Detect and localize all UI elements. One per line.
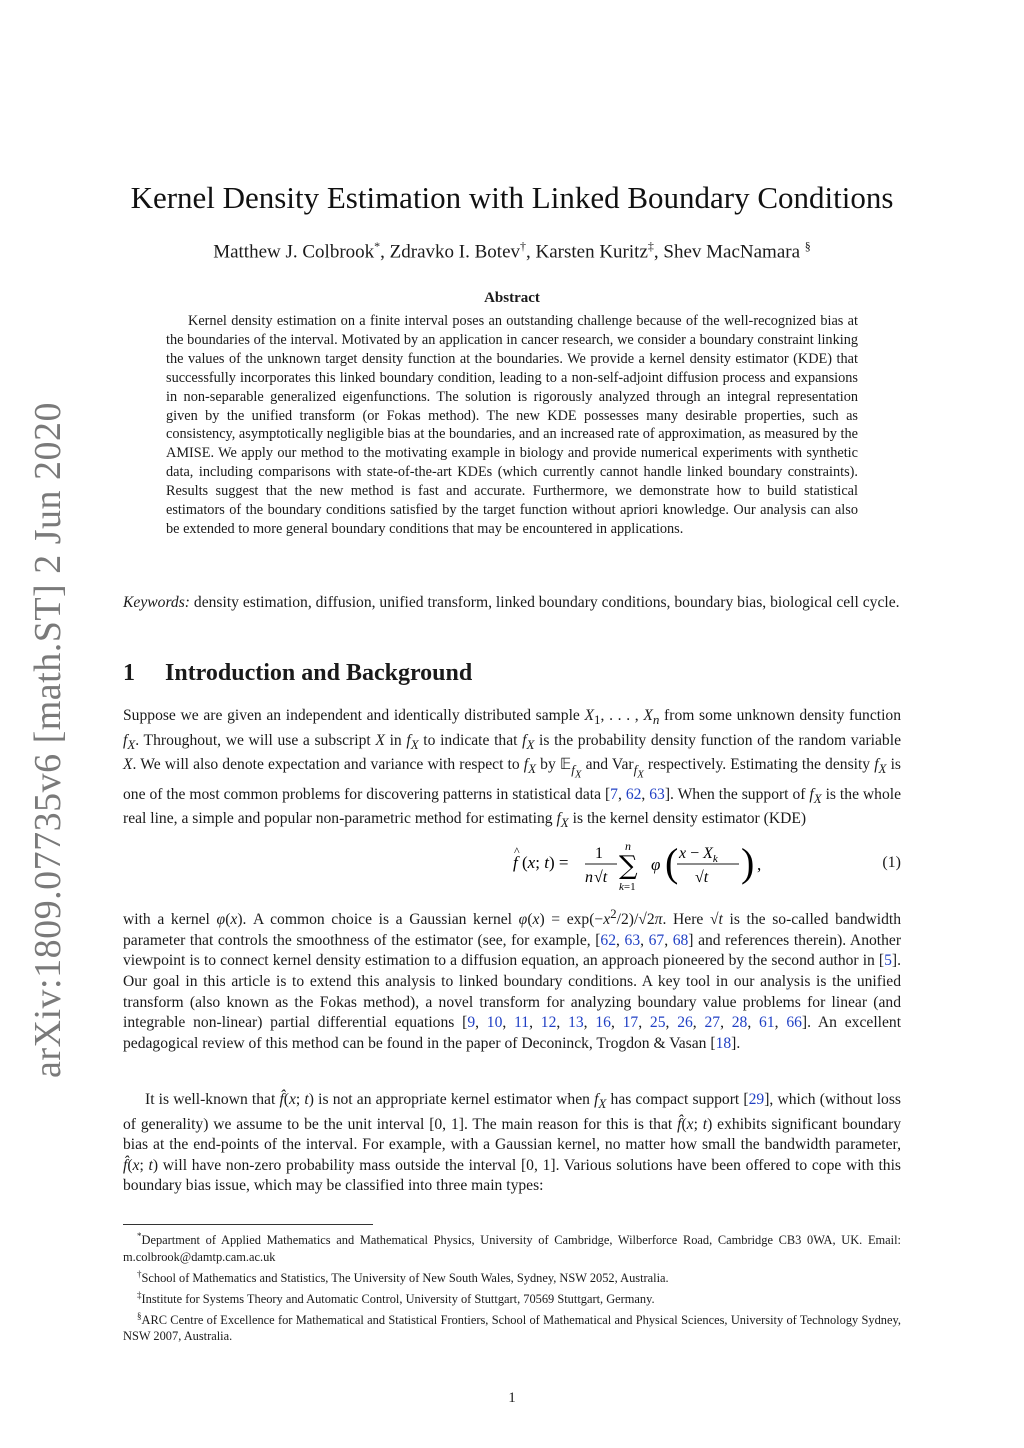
author-name: Shev MacNamara: [663, 241, 801, 263]
svg-text:n: n: [585, 869, 593, 886]
svg-text:x − Xk: $x - X_k$: [679, 845, 718, 865]
footnote: ‡Institute for Systems Theory and Automatic Control, University of Stuttgart, 70569 Stuttgart, Germany.: [137, 1289, 655, 1306]
citation-link[interactable]: 68: [672, 931, 689, 949]
citation-link[interactable]: 62: [600, 931, 617, 949]
svg-text:(x; t) =: (x; t) =: [522, 853, 569, 872]
footnotes: [123, 1228, 901, 1345]
keywords: [123, 592, 901, 613]
body-paragraph: with a kernel φ(x). A common choice is a Gaussian kernel $\varphi(x) = \exp(-x^2/2)/√2\pi$. Here √t is the so-called bandwidth parameter that controls the smoothness of the estimator (see, for example, [62, 63, 67, 68] and references therein). Another viewpoint is to connect kernel density estimation to a diffusion equation, an approach pioneered by the second author in [5]. Our goal in this article is to extend this analysis to linked boundary conditions. A key tool in our analysis is the unified transform (also known as the Fokas method), a novel transform for analyzing boundary value problems for linear (and integrable non-linear) partial differential equations [9, 10, 11, 12, 13, 16, 17, 25, 26, 27, 28, 61, 66]. An excellent pedagogical review of this method can be found in the paper of Deconinck, Trogdon & Vasan [18].: [123, 906, 902, 1052]
svg-text:1: 1: [595, 845, 603, 862]
body-paragraph: It is well-known that f̂(x; t) is not an appropriate kernel estimator when $f_X$ has compact support [29], which (without loss of generality) we assume to be the unit interval [0, 1]. The main reason for this is that f̂(x; t) exhibits significant boundary bias at the end-points of the interval. For example, with a Gaussian kernel, no matter how small the bandwidth parameter, f̂(x; t) will have non-zero probability mass outside the interval [0, 1]. Various solutions have been offered to cope with this boundary bias issue, which may be classified into three main types:: [123, 1091, 902, 1195]
citation-link[interactable]: 17: [622, 1014, 639, 1032]
abstract-text: Kernel density estimation on a finite interval poses an outstanding challenge because of the well-recognized bias at the boundaries of the interval. Motivated by an application in cancer research, we consider a boundary constraint linking the values of the unknown target density function at the boundaries. We provide a kernel density estimator (KDE) that successfully incorporates this linked boundary condition, leading to a non-self-adjoint diffusion process and expansions in non-separable generalized eigenfunctions. The solution is rigorously analyzed through an integral representation given by the unified transform (or Fokas method). The new KDE possesses many desirable properties, such as consistency, asymptotically negligible bias at the boundaries, and an increased rate of approximation, as measured by the AMISE. We apply our method to the motivating example in biology and provide numerical experiments with synthetic data, including comparisons with state-of-the-art KDEs (which currently cannot handle linked boundary constraints). Results suggest that the new method is fast and accurate. Furthermore, we demonstrate how to build statistical estimators of the boundary conditions satisfied by the target function without apriori knowledge. Our analysis can also be extended to more general boundary conditions that may be encountered in applications.: [166, 313, 858, 537]
citation-link[interactable]: 28: [731, 1014, 748, 1032]
svg-text:√t: √t: [594, 869, 608, 886]
svg-text:,: ,: [757, 855, 762, 874]
citation-link[interactable]: 5: [884, 952, 892, 970]
section-number: 1: [123, 660, 135, 686]
citation-link[interactable]: 62: [625, 785, 642, 803]
footnote: †School of Mathematics and Statistics, The University of New South Wales, Sydney, NSW 2052, Australia.: [137, 1268, 669, 1285]
author-footnote-mark[interactable]: †: [520, 239, 526, 253]
svg-text:f: f: [513, 853, 518, 872]
citation-link[interactable]: 16: [595, 1014, 611, 1032]
svg-text:√t: √t: [695, 869, 709, 886]
paper-title: Kernel Density Estimation with Linked Boundary Conditions: [130, 180, 894, 215]
author-name: Zdravko I. Botev: [389, 241, 520, 263]
author-name: Karsten Kuritz: [535, 241, 648, 263]
citation-link[interactable]: 11: [514, 1014, 530, 1032]
svg-text:∑: ∑: [619, 851, 638, 881]
svg-text:): ): [741, 840, 755, 885]
author-footnote-mark[interactable]: §: [804, 239, 811, 253]
citation-link[interactable]: 26: [677, 1014, 693, 1032]
footnote: §ARC Centre of Excellence for Mathematical and Statistical Frontiers, School of Mathematical and Physical Sciences, University of Technology Sydney, NSW 2007, Australia.: [123, 1310, 901, 1344]
citation-link[interactable]: 10: [486, 1014, 503, 1032]
svg-text:φ: φ: [651, 855, 661, 874]
svg-text:^: ^: [514, 844, 520, 858]
citation-link[interactable]: 27: [704, 1014, 721, 1032]
equation-number: (1): [882, 854, 901, 871]
citation-link[interactable]: 66: [786, 1014, 802, 1032]
author-footnote-mark[interactable]: *: [374, 239, 381, 253]
citation-link[interactable]: 63: [624, 931, 641, 949]
svg-text:(: (: [665, 840, 679, 885]
footnote-divider: [123, 1224, 373, 1225]
svg-text:n: n: [625, 840, 631, 853]
citation-link[interactable]: 18: [715, 1034, 732, 1052]
citation-link[interactable]: 12: [540, 1014, 557, 1032]
keywords-text: density estimation, diffusion, unified transform, linked boundary conditions, boundary bias, biological cell cycle.: [193, 594, 900, 611]
abstract-heading: Abstract: [484, 290, 540, 306]
section-title: Introduction and Background: [165, 660, 473, 686]
citation-link[interactable]: 13: [568, 1014, 584, 1032]
kde-formula: [513, 840, 773, 896]
equation-kde: [123, 840, 901, 893]
citation-link[interactable]: 9: [467, 1014, 476, 1032]
keywords-label: Keywords:: [123, 594, 190, 611]
svg-text:k=1: k=1: [619, 881, 636, 893]
page-number: 1: [508, 1390, 516, 1406]
citation-link[interactable]: 25: [649, 1014, 666, 1032]
citation-link[interactable]: 29: [748, 1091, 765, 1108]
author-footnote-mark[interactable]: ‡: [647, 239, 654, 253]
section-heading: [123, 660, 472, 687]
citation-link[interactable]: 61: [759, 1014, 775, 1032]
body-paragraph: Suppose we are given an independent and identically distributed sample $X_1$, . . . , $X_n$ from some unknown density function $f_X$. Throughout, we will use a subscript X in $f_X$ to indicate that $f_X$ is the probability density function of the random variable X. We will also denote expectation and variance with respect to $f_X$ by 𝔼$_{f_X}$ and Var$_{f_X}$ respectively. Estimating the density $f_X$ is one of the most common problems for discovering patterns in statistical data [7, 62, 63]. When the support of $f_X$ is the whole real line, a simple and popular non-parametric method for estimating $f_X$ is the kernel density estimator (KDE): [123, 707, 902, 831]
author-name: Matthew J. Colbrook: [213, 241, 375, 263]
citation-link[interactable]: 63: [649, 785, 665, 803]
footnote: *Department of Applied Mathematics and Mathematical Physics, University of Cambridge, Wilberforce Road, Cambridge CB3 0WA, UK. Email: m.colbrook@damtp.cam.ac.uk: [123, 1231, 901, 1264]
arxiv-identifier-stamp: arXiv:1809.07735v6 [math.ST] 2 Jun 2020: [27, 401, 69, 1079]
citation-link[interactable]: 7: [610, 785, 618, 803]
citation-link[interactable]: 67: [648, 931, 665, 949]
author-list: Matthew J. Colbrook*, Zdravko I. Botev†, Karsten Kuritz‡, Shev MacNamara §: [213, 239, 811, 263]
